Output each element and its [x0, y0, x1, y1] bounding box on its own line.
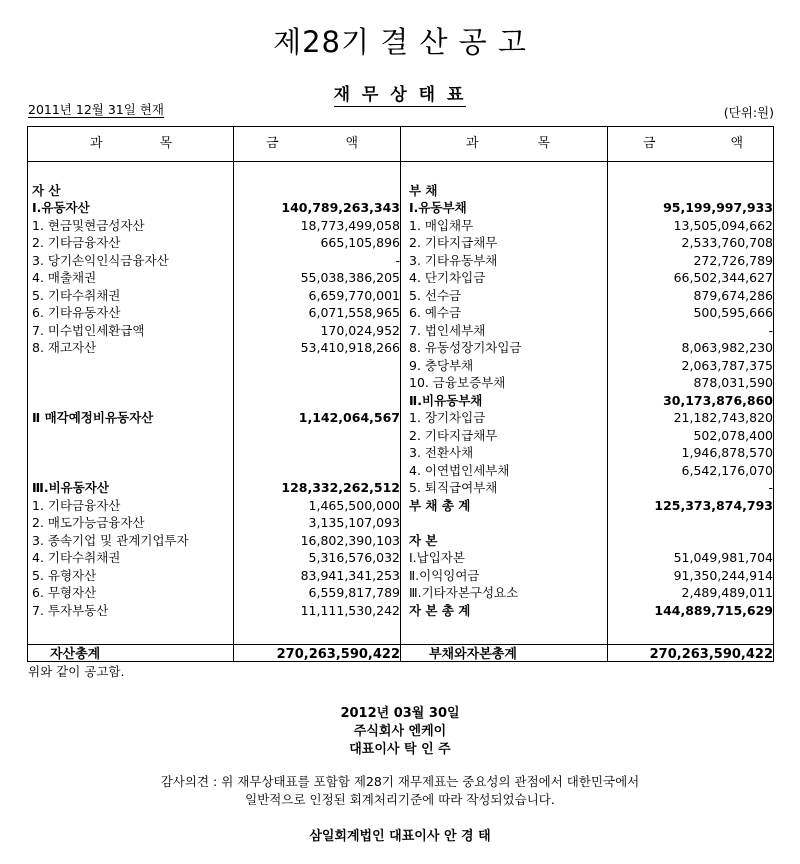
right-amount: 2,063,787,375	[681, 357, 773, 373]
table-row	[28, 164, 775, 182]
left-account: 5. 유형자산	[32, 567, 97, 583]
left-amount: 6,559,817,789	[308, 585, 400, 600]
right-amount: 91,350,244,914	[673, 567, 773, 583]
left-amount: 53,410,918,266	[300, 340, 400, 355]
announcement-date: 2012년 03월 30일	[340, 706, 460, 721]
table-row	[28, 409, 775, 427]
left-account: 자 산	[32, 182, 61, 198]
left-amount: 18,773,499,058	[300, 217, 400, 233]
table-row	[28, 374, 775, 392]
right-account: 6. 예수금	[409, 305, 462, 320]
right-account: 5. 퇴직급여부채	[409, 480, 498, 495]
right-account: 8. 유동성장기차입금	[409, 340, 522, 355]
header-item-a: 과	[90, 136, 103, 151]
right-amount: -	[768, 480, 773, 495]
table-row	[28, 567, 775, 585]
header-item-b: 목	[159, 136, 172, 151]
right-account: 4. 단기차입금	[409, 270, 486, 285]
table-row	[28, 392, 775, 410]
header-amount-a: 금	[643, 136, 656, 151]
auditor-name: 삼일회계법인 대표이사 안 경 태	[309, 829, 491, 844]
table-row	[28, 217, 775, 235]
right-amount: 66,502,344,627	[673, 270, 773, 285]
table-row	[28, 514, 775, 532]
total-liab-equity-value: 270,263,590,422	[649, 647, 773, 662]
left-account: Ⅱ 매각예정비유동자산	[32, 410, 154, 425]
right-account: 2. 기타지급채무	[409, 427, 498, 443]
right-account: Ⅱ.비유동부채	[409, 392, 483, 408]
right-amount: 502,078,400	[693, 427, 773, 443]
total-liab-equity-label: 부채와자본총계	[429, 647, 517, 662]
right-amount: 13,505,094,662	[673, 217, 773, 233]
right-amount: 6,542,176,070	[681, 462, 773, 478]
table-row	[28, 462, 775, 480]
ceo-name: 대표이사 탁 인 주	[349, 742, 451, 757]
right-account: Ⅰ.유동부채	[409, 200, 467, 215]
table-row	[28, 199, 775, 217]
left-amount: -	[395, 252, 400, 268]
table-row	[28, 304, 775, 322]
left-amount: 6,659,770,001	[308, 287, 400, 303]
table-row	[28, 252, 775, 270]
right-account: 10. 금융보증부채	[409, 375, 506, 390]
table-row	[28, 497, 775, 515]
unit-label: (단위:원)	[723, 105, 774, 120]
table-row	[28, 602, 775, 620]
left-account: Ⅰ.유동자산	[32, 200, 90, 215]
right-amount: 878,031,590	[693, 375, 773, 390]
right-account: Ⅲ.기타자본구성요소	[409, 585, 519, 600]
left-amount: 83,941,341,253	[300, 567, 400, 583]
left-account: 1. 기타금융자산	[32, 497, 121, 513]
header-amount-left	[266, 127, 358, 161]
right-amount: 272,726,789	[693, 252, 773, 268]
right-amount: 2,489,489,011	[681, 585, 773, 600]
left-amount: 3,135,107,093	[308, 515, 400, 530]
right-account: 부 채	[409, 182, 438, 198]
header-item-b: 목	[537, 136, 550, 151]
left-amount: 665,105,896	[320, 235, 400, 250]
left-account: 1. 현금및현금성자산	[32, 217, 145, 233]
right-amount: 51,049,981,704	[673, 550, 773, 565]
announcement-note: 위와 같이 공고함.	[28, 664, 125, 679]
right-account: 2. 기타지급채무	[409, 235, 498, 250]
page-title: 제28기 결 산 공 고	[273, 25, 527, 59]
audit-opinion-line-1: 감사의견 : 위 재무상태표를 포함함 제28기 재무제표는 중요성의 관점에서 대한민국에서	[160, 774, 640, 789]
right-amount: -	[768, 322, 773, 338]
company-name: 주식회사 엔케이	[353, 724, 447, 739]
left-amount: 1,465,500,000	[308, 497, 400, 513]
left-amount: 55,038,386,205	[300, 270, 400, 285]
left-account: 4. 매출채권	[32, 270, 97, 285]
right-account: 7. 법인세부채	[409, 322, 486, 338]
right-account: 4. 이연법인세부채	[409, 462, 510, 478]
right-amount: 125,373,874,793	[654, 497, 773, 513]
table-row	[28, 444, 775, 462]
statement-title-text: 재 무 상 태 표	[333, 85, 467, 105]
right-account: 1. 매입채무	[409, 217, 474, 233]
table-row	[28, 357, 775, 375]
header-item-right	[466, 127, 550, 161]
right-account: Ⅱ.이익잉여금	[409, 567, 480, 583]
as-of-date: 2011년 12월 31일 현재	[28, 102, 164, 117]
total-assets-value: 270,263,590,422	[276, 647, 400, 662]
right-account: 5. 선수금	[409, 287, 462, 303]
left-account: 6. 무형자산	[32, 585, 97, 600]
left-account: Ⅲ.비유동자산	[32, 480, 109, 495]
header-amount-b: 액	[345, 136, 358, 151]
right-account: 9. 충당부채	[409, 357, 474, 373]
table-row	[28, 182, 775, 200]
left-amount: 1,142,064,567	[298, 410, 400, 425]
left-amount: 5,316,576,032	[308, 550, 400, 565]
header-amount-b: 액	[730, 136, 743, 151]
table-row	[28, 549, 775, 567]
table-row	[28, 269, 775, 287]
left-amount: 170,024,952	[320, 322, 400, 338]
left-amount: 16,802,390,103	[300, 532, 400, 548]
table-row	[28, 427, 775, 445]
right-amount: 21,182,743,820	[673, 410, 773, 425]
right-account: Ⅰ.납입자본	[409, 550, 465, 565]
right-account: 자 본	[409, 532, 438, 548]
header-amount-right	[643, 127, 743, 161]
right-account: 1. 장기차입금	[409, 410, 486, 425]
left-account: 2. 기타금융자산	[32, 235, 121, 250]
left-account: 8. 재고자산	[32, 340, 97, 355]
table-row	[28, 479, 775, 497]
left-amount: 6,071,558,965	[308, 305, 400, 320]
left-amount: 128,332,262,512	[281, 480, 400, 495]
left-account: 3. 종속기업 및 관계기업투자	[32, 532, 189, 548]
total-row	[28, 646, 775, 663]
right-amount: 95,199,997,933	[663, 200, 773, 215]
left-account: 7. 투자부동산	[32, 602, 109, 618]
total-assets-label: 자산총계	[50, 647, 101, 662]
right-account: 부 채 총 계	[409, 497, 471, 513]
balance-sheet-table	[27, 126, 774, 662]
table-row	[28, 287, 775, 305]
audit-opinion-line-2: 일반적으로 인정된 회계처리기준에 따라 작성되었습니다.	[245, 792, 555, 807]
left-account: 3. 당기손익인식금융자산	[32, 252, 169, 268]
left-amount: 140,789,263,343	[281, 200, 400, 215]
right-amount: 500,595,666	[693, 305, 773, 320]
right-amount: 144,889,715,629	[654, 602, 773, 618]
header-item-left	[90, 127, 172, 161]
header-amount-a: 금	[266, 136, 279, 151]
table-row	[28, 234, 775, 252]
left-account: 4. 기타수취채권	[32, 550, 121, 565]
right-amount: 30,173,876,860	[663, 392, 773, 408]
table-row	[28, 532, 775, 550]
right-account: 3. 기타유동부채	[409, 252, 498, 268]
left-account: 7. 미수법인세환급액	[32, 322, 145, 338]
left-account: 2. 매도가능금융자산	[32, 515, 145, 530]
left-amount: 11,111,530,242	[300, 602, 400, 618]
right-amount: 879,674,286	[693, 287, 773, 303]
right-amount: 8,063,982,230	[681, 340, 773, 355]
right-amount: 1,946,878,570	[681, 445, 773, 460]
right-amount: 2,533,760,708	[681, 235, 773, 250]
header-item-a: 과	[466, 136, 479, 151]
table-row	[28, 584, 775, 602]
table-row	[28, 339, 775, 357]
table-row	[28, 322, 775, 340]
left-account: 6. 기타유동자산	[32, 305, 121, 320]
right-account: 3. 전환사채	[409, 445, 474, 460]
right-account: 자 본 총 계	[409, 602, 471, 618]
left-account: 5. 기타수취채권	[32, 287, 121, 303]
